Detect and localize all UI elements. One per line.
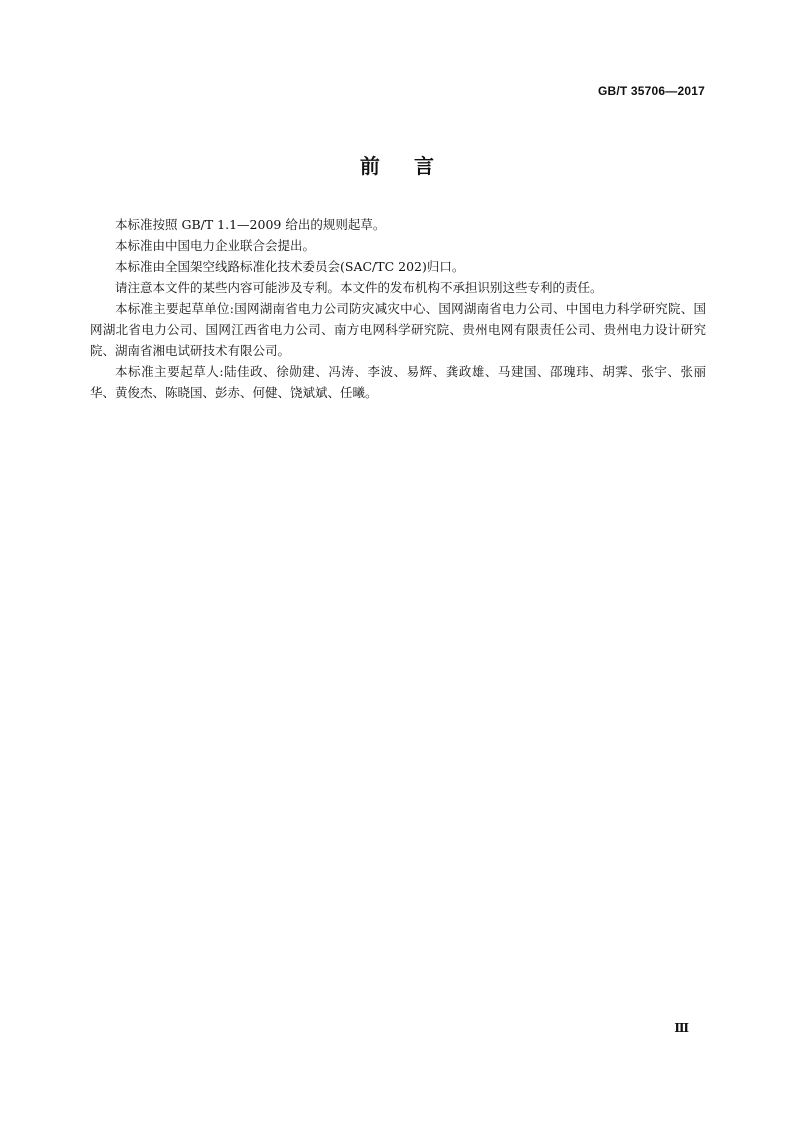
standard-code: GB/T 35706—2017: [597, 84, 705, 98]
paragraph-drafting-units: 本标准主要起草单位:国网湖南省电力公司防灾减灾中心、国网湖南省电力公司、中国电力科学研究院、国网湖北省电力公司、国网江西省电力公司、南方电网科学研究院、贵州电网有限责任公司、贵州电力设计研究院、湖南省湘电试研技术有限公司。: [90, 301, 706, 358]
paragraph-drafters: 本标准主要起草人:陆佳政、徐勋建、冯涛、李波、易辉、龚政雄、马建国、邵瑰玮、胡霁、张宇、张丽华、黄俊杰、陈晓国、彭赤、何健、饶斌斌、任曦。: [90, 364, 706, 400]
paragraph-patent-notice: 请注意本文件的某些内容可能涉及专利。本文件的发布机构不承担识别这些专利的责任。: [115, 280, 603, 295]
foreword-body: [90, 214, 706, 403]
page-title: [0, 150, 794, 179]
title-char-1: 前: [359, 154, 380, 178]
paragraph-drafting-rules: 本标准按照 GB/T 1.1—2009 给出的规则起草。: [115, 217, 386, 232]
paragraph-technical-committee: 本标准由全国架空线路标准化技术委员会(SAC/TC 202)归口。: [115, 259, 465, 274]
title-char-2: 言: [414, 154, 435, 178]
page-number: Ⅲ: [674, 1021, 689, 1035]
paragraph-proposer: 本标准由中国电力企业联合会提出。: [115, 238, 316, 253]
